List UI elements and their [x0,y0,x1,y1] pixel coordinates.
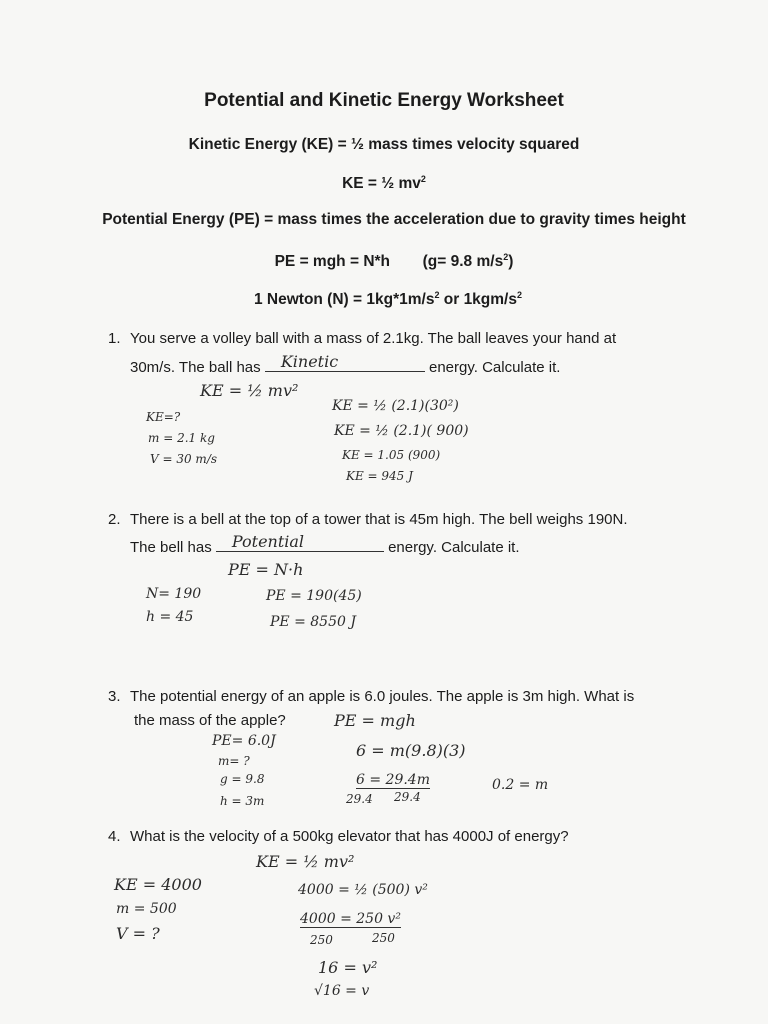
question-3-line-1 [108,688,634,705]
question-4-line-1 [108,828,569,845]
q4-given-3: V = ? [116,924,160,943]
q4-given-1: KE = 4000 [114,875,202,894]
question-1-line-2 [130,352,561,376]
pe-g-close: ) [508,253,514,271]
question-2-suffix: energy. Calculate it. [388,539,520,556]
question-3-text: The potential energy of an apple is 6.0 joules. The apple is 3m high. What is [130,688,635,705]
q4-step-5: 16 = v² [318,958,378,977]
question-2-blank [216,532,384,552]
question-3-number: 3. [108,688,121,705]
q1-formula: KE = ½ mv² [200,381,299,400]
q1-given-2: m = 2.1 kg [148,431,215,445]
q1-step-1: KE = ½ (2.1)(30²) [332,398,459,414]
q2-step-1: PE = 190(45) [266,588,362,604]
q2-step-2: PE = 8550 J [270,614,356,630]
q3-given-4: h = 3m [220,794,265,808]
q3-step-3: 29.4 [346,792,373,806]
q2-given-1: N= 190 [146,586,202,602]
newton-definition [4,290,768,309]
q3-answer: 0.2 = m [492,777,549,793]
question-3-line-2 [134,712,286,729]
question-1-line-1 [108,330,616,347]
question-1-blank [265,352,425,372]
newton-text-b: or 1kgm/s [439,291,517,309]
pe-formula [10,252,768,271]
q1-step-2: KE = ½ (2.1)( 900) [334,423,469,439]
q4-step-2-text: 4000 = 250 v² [300,911,401,927]
q3-formula: PE = mgh [334,711,416,730]
question-1-text: You serve a volley ball with a mass of 2.1kg. The ball leaves your hand at [130,330,617,347]
question-4-text: What is the velocity of a 500kg elevator that has 4000J of energy? [130,828,569,845]
newton-exponent-1: 2 [434,290,440,300]
q4-step-6: √16 = v [314,983,370,999]
question-2-answer: Potential [231,532,305,551]
q1-given-1: KE=? [146,410,181,424]
question-1-prefix: 30m/s. The ball has [130,359,261,376]
q1-step-4: KE = 945 J [346,469,413,483]
q3-step-1: 6 = m(9.8)(3) [356,741,466,760]
q2-given-2: h = 45 [146,609,194,625]
q3-given-2: m= ? [218,754,250,768]
pe-g-text: (g= 9.8 m/s [422,253,504,271]
q1-given-3: V = 30 m/s [150,452,218,466]
q4-given-2: m = 500 [116,901,177,917]
question-2-line-2 [130,532,520,556]
pe-formula-text: PE = mgh = N*h [274,253,391,271]
newton-exponent-2: 2 [516,290,522,300]
question-2-text: There is a bell at the top of a tower that is 45m high. The bell weighs 190N. [130,511,628,528]
ke-definition: Kinetic Energy (KE) = ½ mass times velocity squared [188,136,580,153]
q4-step-4: 250 [372,931,395,945]
q4-step-2 [300,911,401,927]
question-1-answer: Kinetic [280,352,339,371]
q3-given-1: PE= 6.0J [212,733,276,749]
newton-text-a: 1 Newton (N) = 1kg*1m/s [253,291,435,309]
pe-definition: Potential Energy (PE) = mass times the acceleration due to gravity times height [102,211,686,228]
question-2-number: 2. [108,511,121,528]
question-3-prefix: the mass of the apple? [134,712,286,729]
ke-formula-exponent: 2 [420,174,426,184]
q4-formula: KE = ½ mv² [256,852,355,871]
ke-formula-text: KE = ½ mv [342,175,421,193]
q2-formula: PE = N·h [228,560,304,579]
q1-step-3: KE = 1.05 (900) [342,448,441,462]
question-1-suffix: energy. Calculate it. [428,359,561,376]
q3-step-4: 29.4 [394,790,421,804]
question-2-line-1 [108,511,628,528]
q3-given-3: g = 9.8 [220,772,265,786]
ke-formula [0,174,768,193]
q4-step-3: 250 [310,933,333,947]
q4-step-1: 4000 = ½ (500) v² [298,882,428,898]
q3-step-2-text: 6 = 29.4m [356,772,430,788]
question-2-prefix: The bell has [130,539,212,556]
pe-g-exponent: 2 [503,252,509,262]
question-4-number: 4. [108,828,121,845]
q3-step-2 [356,772,430,788]
question-1-number: 1. [108,330,121,347]
worksheet-title: Potential and Kinetic Energy Worksheet [204,90,564,111]
